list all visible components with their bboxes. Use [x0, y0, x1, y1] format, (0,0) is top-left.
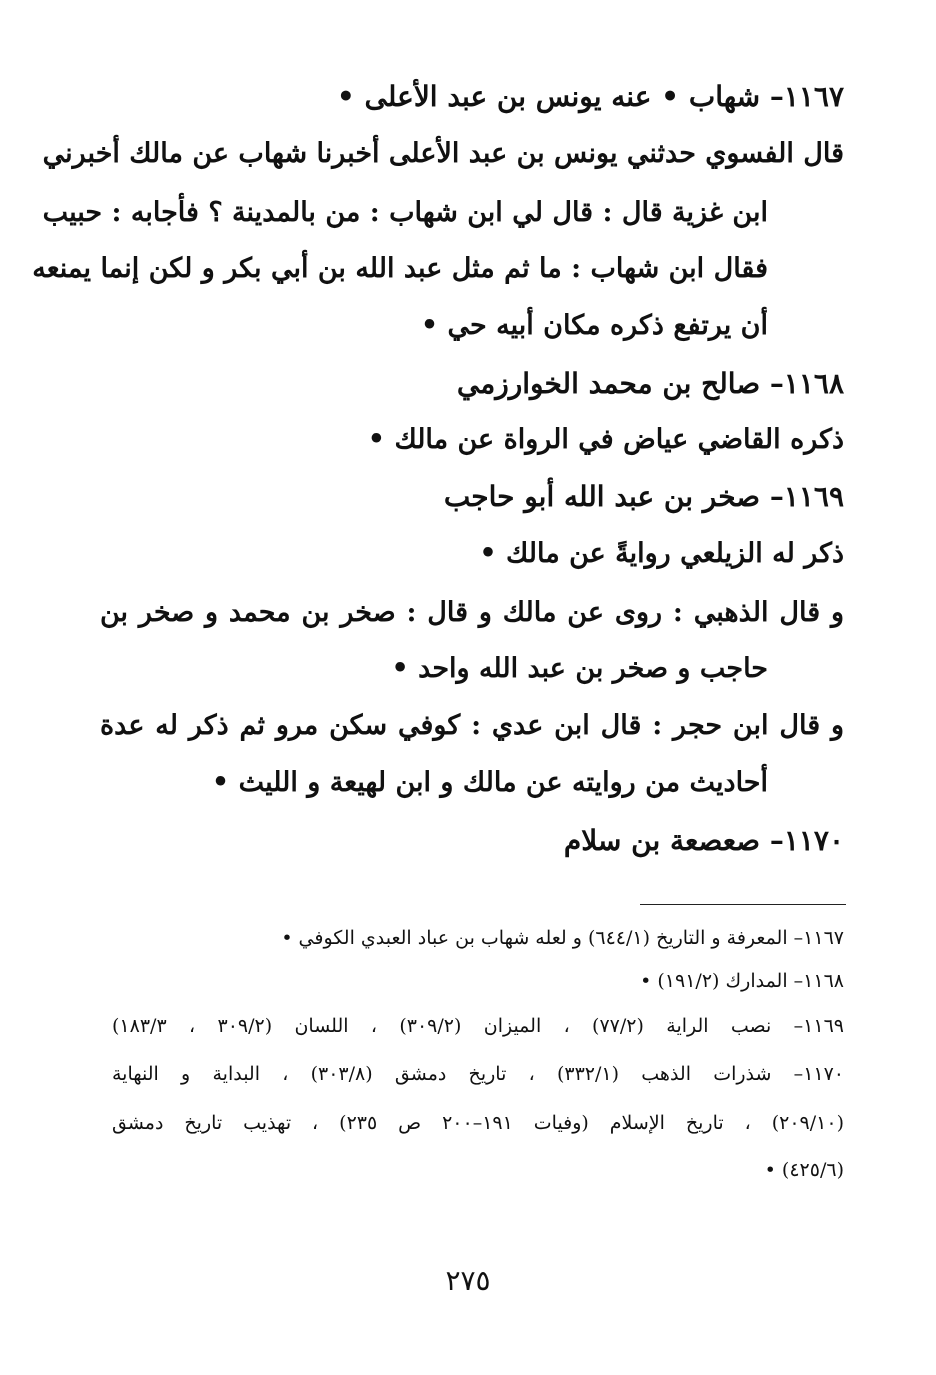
body-line: و قال ابن حجر : قال ابن عدي : كوفي سكن مرو ثم ذكر له عدة	[100, 710, 844, 741]
body-line: أن يرتفع ذكره مكان أبيه حي •	[420, 310, 768, 341]
page-number: ٢٧٥	[445, 1264, 491, 1297]
body-line: أحاديث من روايته عن مالك و ابن لهيعة و الليث •	[211, 767, 768, 798]
footnote-divider	[640, 904, 846, 905]
footnote-1167: ١١٦٧– المعرفة و التاريخ (٦٤٤/١) و لعله شهاب بن عباد العبدي الكوفي •	[281, 927, 844, 949]
body-line: قال الفسوي حدثني يونس بن عبد الأعلى أخبرنا شهاب عن مالك أخبرني	[42, 138, 844, 169]
footnote-1168: ١١٦٨– المدارك (١٩١/٢) •	[640, 970, 844, 992]
entry-heading-1169: ١١٦٩– صخر بن عبد الله أبو حاجب	[443, 480, 844, 513]
footnote-1170-continued: (٤٢٥/٦) •	[764, 1159, 844, 1181]
body-line: ذكره القاضي عياض في الرواة عن مالك •	[367, 424, 844, 455]
body-line: فقال ابن شهاب : ما ثم مثل عبد الله بن أبي بكر و لكن إنما يمنعه	[32, 253, 768, 284]
entry-heading-1168: ١١٦٨– صالح بن محمد الخوارزمي	[456, 367, 844, 400]
body-line: ابن غزية قال : قال لي ابن شهاب : من بالمدينة ؟ فأجابه : حبيب	[42, 197, 768, 228]
footnote-1170: ١١٧٠– شذرات الذهب (٣٣٢/١) ، تاريخ دمشق (٣٠٣/٨) ، البداية و النهاية	[112, 1063, 845, 1085]
entry-heading-1170: ١١٧٠– صعصعة بن سلام	[563, 824, 844, 857]
footnote-1169: ١١٦٩– نصب الراية (٧٧/٢) ، الميزان (٣٠٩/٢) ، اللسان (٣٠٩/٢ ، ١٨٣/٣)	[112, 1015, 844, 1037]
body-line: و قال الذهبي : روى عن مالك و قال : صخر بن محمد و صخر بن	[100, 597, 844, 628]
footnote-1170-continued: (٢٠٩/١٠) ، تاريخ الإسلام (وفيات ١٩١–٢٠٠ ص ٢٣٥) ، تهذيب تاريخ دمشق	[112, 1112, 844, 1134]
entry-heading-1167: ١١٦٧– شهاب • عنه يونس بن عبد الأعلى •	[336, 80, 844, 113]
body-line: حاجب و صخر بن عبد الله واحد •	[391, 653, 768, 684]
body-line: ذكر له الزيلعي روايةً عن مالك •	[479, 538, 844, 569]
